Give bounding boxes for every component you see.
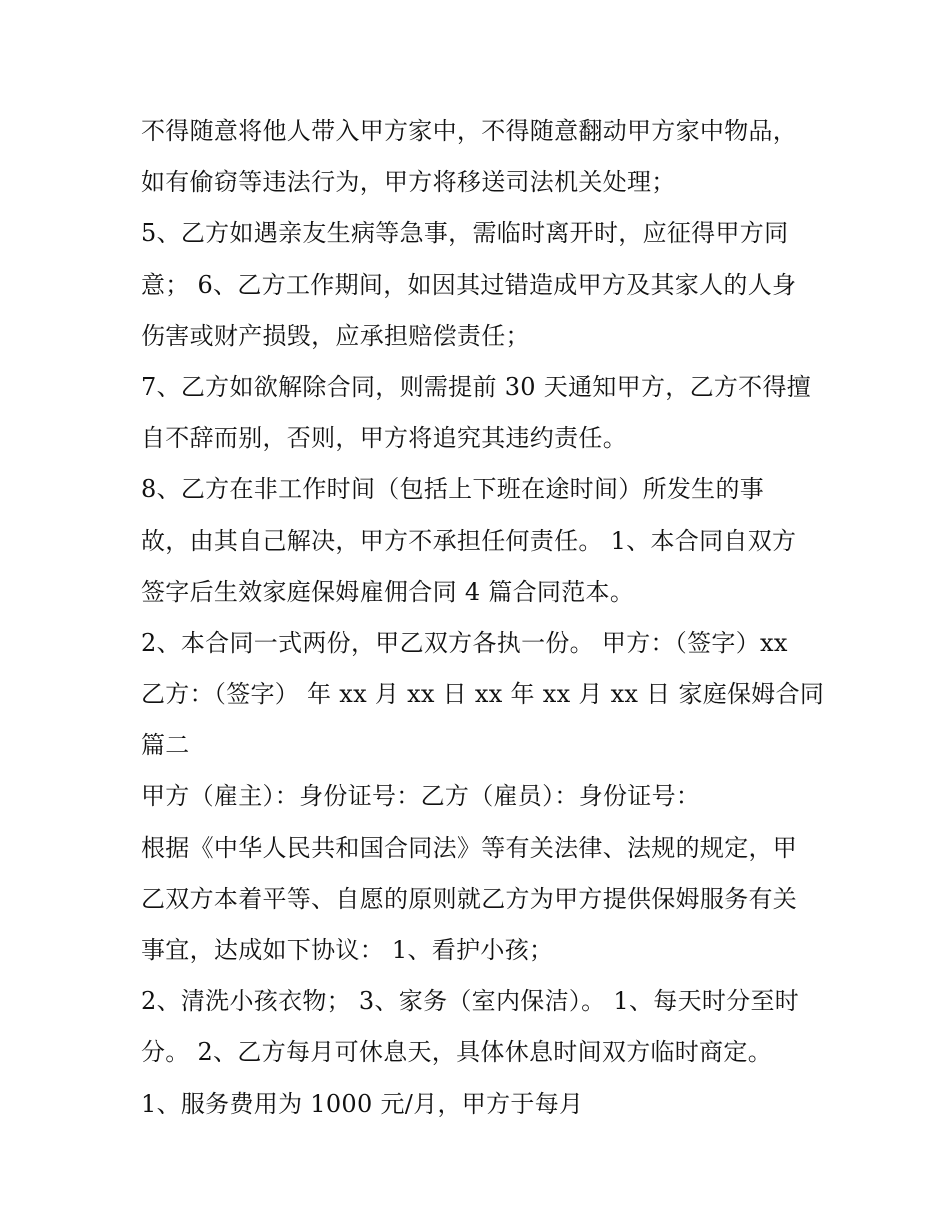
text-line: 不得随意将他人带入甲方家中，不得随意翻动甲方家中物品， (141, 117, 798, 145)
text-line: 1、服务费用为 1000 元/月，甲方于每月 (141, 1089, 584, 1118)
section-heading: 篇二 (141, 731, 190, 760)
text-line: 乙双方本着平等、自愿的原则就乙方为甲方提供保姆服务有关 (141, 884, 798, 913)
text-line: 伤害或财产损毁，应承担赔偿责任； (141, 321, 530, 350)
document-body (141, 106, 841, 1130)
text-line: 故，由其自己解决，甲方不承担任何责任。 1、本合同自双方 (141, 526, 797, 555)
text-line: 2、清洗小孩衣物； 3、家务（室内保洁）。 1、每天时分至时 (141, 987, 800, 1016)
text-line: 自不辞而别，否则，甲方将追究其违约责任。 (141, 424, 627, 453)
text-line: 分。 2、乙方每月可休息天，具体休息时间双方临时商定。 (141, 1038, 772, 1067)
text-line: 根据《中华人民共和国合同法》等有关法律、法规的规定，甲 (141, 833, 798, 862)
text-line: 甲方（雇主）：身份证号：乙方（雇员）：身份证号： (141, 782, 701, 811)
text-line: 8、乙方在非工作时间（包括上下班在途时间）所发生的事 (141, 475, 765, 504)
text-line: 5、乙方如遇亲友生病等急事，需临时离开时，应征得甲方同 (141, 219, 789, 248)
text-line: 事宜，达成如下协议： 1、看护小孩； (141, 936, 554, 964)
text-line: 如有偷窃等违法行为，甲方将移送司法机关处理； (141, 168, 676, 197)
text-line: 意； 6、乙方工作期间，如因其过错造成甲方及其家人的人身 (141, 270, 797, 299)
text-line: 乙方：（签字） 年 xx 月 xx 日 xx 年 xx 月 xx 日 家庭保姆合同 (141, 680, 825, 709)
text-line: 7、乙方如欲解除合同，则需提前 30 天通知甲方，乙方不得擅 (141, 372, 812, 401)
text-line: 2、本合同一式两份，甲乙双方各执一份。 甲方：（签字）xx (141, 628, 788, 657)
text-line: 签字后生效家庭保姆雇佣合同 4 篇合同范本。 (141, 577, 635, 606)
